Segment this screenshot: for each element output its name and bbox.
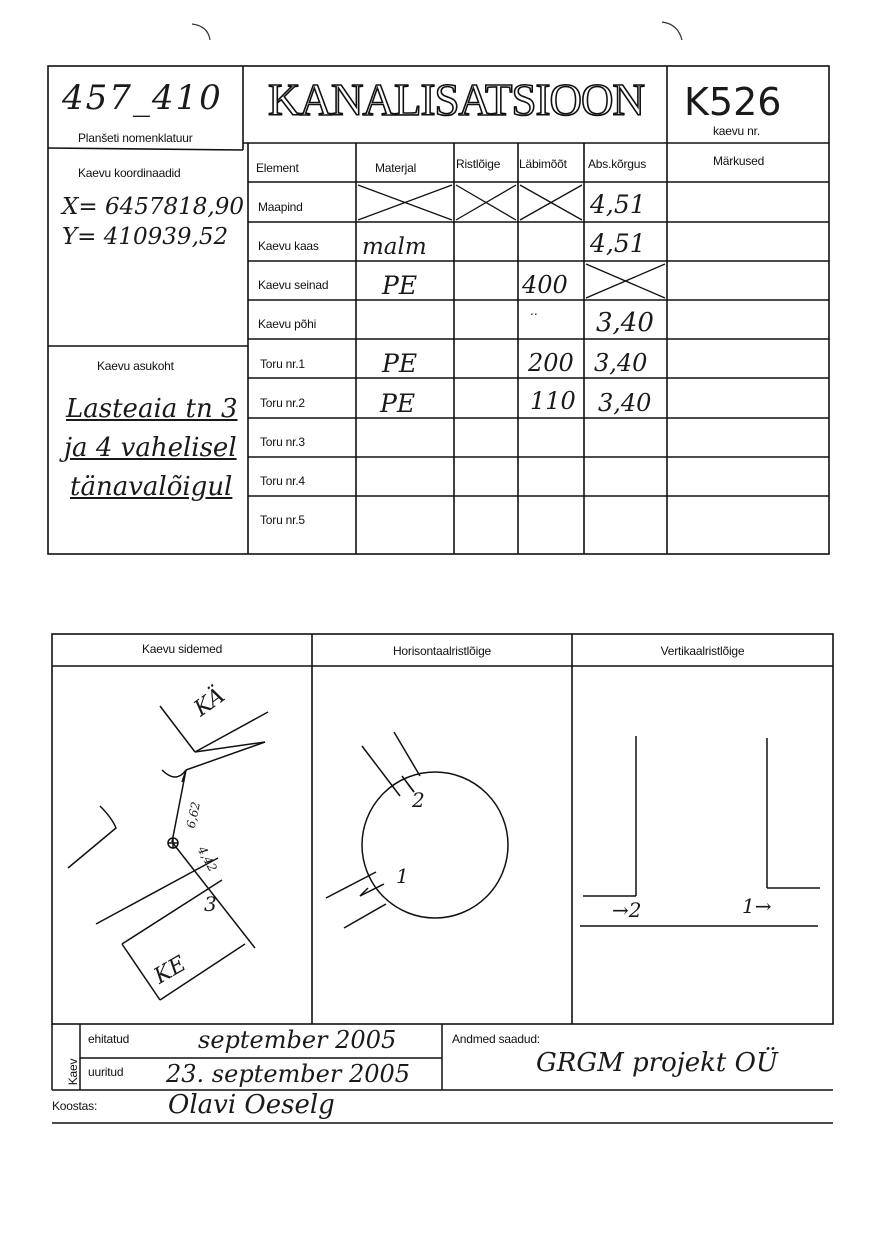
ties-distance-2: 4,42 [194,843,220,875]
row-label-cover: Kaevu kaas [258,239,319,253]
col-header-diameter: Läbimõõt [519,157,567,171]
ties-distance-1: 6,62 [183,800,203,830]
binder-mark-left [192,24,210,40]
row-label-pipe-4: Toru nr.4 [260,474,305,488]
well-number-value: K526 [684,80,782,124]
pipe-1-elevation: 3,40 [594,349,648,377]
row-label-walls: Kaevu seinad [258,278,329,292]
pipe-2-elevation: 3,40 [598,389,652,417]
walls-material: PE [382,271,418,300]
row-label-pipe-5: Toru nr.5 [260,513,305,527]
row-label-pipe-1: Toru nr.1 [260,357,305,371]
ties-label-ke: KE [149,951,191,990]
row-label-pipe-2: Toru nr.2 [260,396,305,410]
vertical-pipe-2: →2 [612,898,642,922]
binder-mark-right [662,22,682,40]
location-line-3: tänavalõigul [70,472,233,502]
col-header-element: Element [256,161,299,175]
col-header-material: Materjal [375,161,417,175]
nomenclature-value: 457_410 [62,78,223,118]
compiled-value: Olavi Oeselg [168,1090,335,1120]
bottom-diameter: .. [530,304,538,318]
pipe-1-diameter: 200 [528,349,574,377]
row-label-pipe-3: Toru nr.3 [260,435,305,449]
coordinate-x: X= 6457818,90 [62,194,244,220]
horizontal-section-title: Horisontaalristlõige [392,644,492,658]
col-header-cross-section: Ristlõige [456,157,501,171]
vertical-pipe-1: 1→ [742,894,772,918]
location-line-2: ja 4 vahelisel [64,433,237,463]
row-label-bottom: Kaevu põhi [258,317,317,331]
cover-elevation: 4,51 [590,229,646,258]
surveyed-value: 23. september 2005 [166,1060,411,1088]
ties-title: Kaevu sidemed [141,642,223,656]
surveyed-label: uuritud [88,1065,124,1079]
col-header-elevation: Abs.kõrgus [588,157,647,171]
horizontal-pipe-1: 1 [396,864,409,888]
footer-side-label: Kaev [66,1058,80,1086]
row-label-ground: Maapind [258,200,303,214]
horizontal-pipe-2: 2 [412,788,425,812]
col-header-notes: Märkused [713,154,765,168]
pipe-2-diameter: 110 [530,387,576,415]
coordinates-label: Kaevu koordinaadid [78,166,181,180]
built-label: ehitatud [88,1032,130,1046]
ties-pipe-3: 3 [204,892,217,916]
ground-elevation: 4,51 [590,190,646,219]
well-number-label: kaevu nr. [713,124,760,138]
location-label: Kaevu asukoht [97,359,174,373]
nomenclature-label: Planšeti nomenklatuur [78,131,193,145]
page-title: KANALISATSIOON [268,75,644,125]
bottom-elevation: 3,40 [596,308,654,338]
vertical-section-title: Vertikaalristlõige [660,644,745,658]
data-source-value: GRGM projekt OÜ [536,1048,778,1078]
pipe-2-material: PE [380,389,416,418]
coordinate-y: Y= 410939,52 [62,224,229,250]
pipe-1-material: PE [382,349,418,378]
data-source-label: Andmed saadud: [452,1032,540,1046]
compiled-label: Koostas: [52,1099,98,1113]
location-line-1: Lasteaia tn 3 [66,394,238,424]
ties-label-ka: KÄ [189,683,230,722]
horizontal-section-drawing [326,732,508,928]
cover-material: malm [362,234,427,260]
walls-diameter: 400 [522,271,568,299]
built-value: september 2005 [198,1026,397,1054]
